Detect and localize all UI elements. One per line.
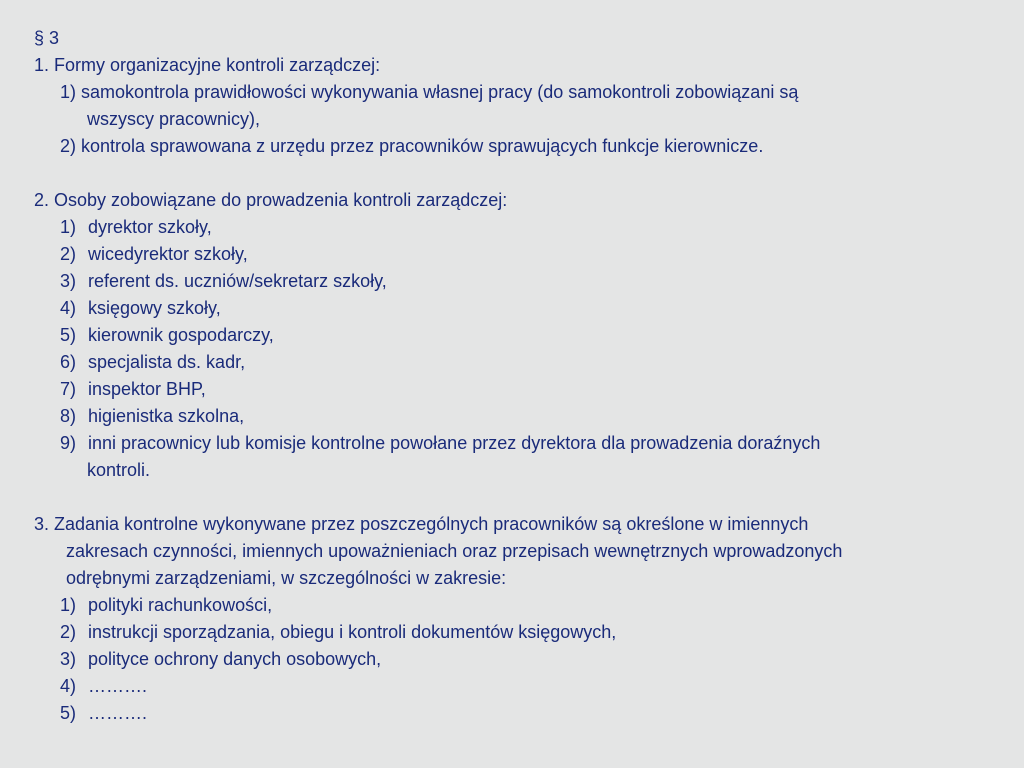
list-number: 8) (60, 406, 77, 426)
section-3-text-line: zakresach czynności, imiennych upoważnieniach oraz przepisach wewnętrznych wprowadzonych (66, 541, 843, 561)
list-item (34, 592, 1024, 619)
section-2-heading: 2. Osoby zobowiązane do prowadzenia kontroli zarządczej: (34, 190, 508, 210)
list-text: polityce ochrony danych osobowych, (88, 649, 382, 669)
list-item (34, 322, 1024, 349)
list-text: ………. (88, 676, 148, 696)
section-1-item-1: 1) samokontrola prawidłowości wykonywania własnej pracy (do samokontroli zobowiązani są (60, 82, 799, 102)
list-number: 5) (60, 325, 77, 345)
list-item (34, 403, 1024, 430)
list-item (34, 349, 1024, 376)
list-number: 4) (60, 298, 77, 318)
section-3-text-line: odrębnymi zarządzeniami, w szczególności w zakresie: (66, 568, 507, 588)
section-1-item-1-continuation: wszyscy pracownicy), (87, 109, 261, 129)
section-3-heading: 3. Zadania kontrolne wykonywane przez poszczególnych pracowników są określone w imiennych (34, 514, 809, 534)
list-number: 3) (60, 649, 77, 669)
list-item (34, 376, 1024, 403)
list-text: instrukcji sporządzania, obiegu i kontroli dokumentów księgowych, (88, 622, 617, 642)
list-text: inni pracownicy lub komisje kontrolne powołane przez dyrektora dla prowadzenia doraźnych (88, 433, 821, 453)
list-text: polityki rachunkowości, (88, 595, 273, 615)
list-number: 6) (60, 352, 77, 372)
list-number: 2) (60, 622, 77, 642)
list-item (34, 700, 1024, 727)
list-item (34, 619, 1024, 646)
list-text: dyrektor szkoły, (88, 217, 212, 237)
spacer (34, 160, 1024, 187)
spacer (34, 484, 1024, 511)
section-1-heading: 1. Formy organizacyjne kontroli zarządczej: (34, 55, 381, 75)
list-text: referent ds. uczniów/sekretarz szkoły, (88, 271, 387, 291)
list-item (34, 214, 1024, 241)
list-text: księgowy szkoły, (88, 298, 221, 318)
section-mark: § 3 (34, 28, 60, 48)
list-text: wicedyrektor szkoły, (88, 244, 248, 264)
list-text: kierownik gospodarczy, (88, 325, 274, 345)
list-item (34, 430, 1024, 457)
list-item (34, 268, 1024, 295)
list-number: 1) (60, 217, 77, 237)
list-item (34, 295, 1024, 322)
list-item (34, 241, 1024, 268)
section-1-item-2: 2) kontrola sprawowana z urzędu przez pracowników sprawujących funkcje kierownicze. (60, 136, 764, 156)
list-text: inspektor BHP, (88, 379, 206, 399)
list-number: 5) (60, 703, 77, 723)
list-number: 4) (60, 676, 77, 696)
list-number: 7) (60, 379, 77, 399)
list-item (34, 673, 1024, 700)
list-number: 2) (60, 244, 77, 264)
list-item-continuation: kontroli. (87, 460, 151, 480)
list-number: 1) (60, 595, 77, 615)
list-item (34, 646, 1024, 673)
list-text: specjalista ds. kadr, (88, 352, 246, 372)
list-number: 3) (60, 271, 77, 291)
list-text: higienistka szkolna, (88, 406, 245, 426)
list-number: 9) (60, 433, 77, 453)
list-text: ………. (88, 703, 148, 723)
